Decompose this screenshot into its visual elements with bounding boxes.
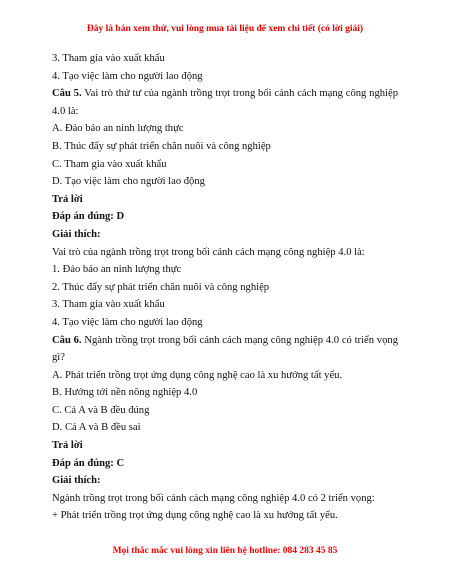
text-line xyxy=(52,138,398,156)
question-text xyxy=(52,85,398,120)
text-line xyxy=(52,68,398,86)
text-line xyxy=(52,314,398,332)
text-line xyxy=(52,402,398,420)
line-text: Ngành trồng trọt trong bối cảnh cách mạng công nghiệp 4.0 có triển vọng gì? xyxy=(52,334,398,364)
line-text: B. Hướng tới nền nông nghiệp 4.0 xyxy=(52,387,198,399)
section-heading xyxy=(52,208,398,226)
line-text: C. Tham gia vào xuất khẩu xyxy=(52,158,167,170)
text-line xyxy=(52,367,398,385)
text-line xyxy=(52,384,398,402)
line-text: Vai trò thứ tư của ngành trồng trọt trong bối cảnh cách mạng công nghiệp 4.0 là: xyxy=(52,88,398,117)
line-text: A. Đảo bảo an ninh lượng thực xyxy=(52,123,184,135)
section-heading xyxy=(52,191,398,209)
text-line xyxy=(52,156,398,174)
line-text: 1. Đảo bảo an ninh lượng thực xyxy=(52,264,182,276)
text-line xyxy=(52,244,398,262)
preview-notice-banner xyxy=(0,24,450,34)
line-text: 3. Tham gia vào xuất khẩu xyxy=(52,299,165,311)
question-text xyxy=(52,332,398,367)
line-text: Trả lời xyxy=(52,193,83,205)
line-text: Vai trò của ngành trồng trọt trong bối cảnh cách mạng công nghiệp 4.0 là: xyxy=(52,246,365,258)
text-line xyxy=(52,279,398,297)
question-label: Câu 5. xyxy=(52,88,82,100)
line-text: C. Cả A và B đều đúng xyxy=(52,404,150,416)
line-text: A. Phát triển trồng trọt ứng dụng công nghệ cao là xu hướng tất yếu. xyxy=(52,369,343,381)
text-line xyxy=(52,296,398,314)
text-line xyxy=(52,261,398,279)
line-text: 3. Tham gia vào xuất khẩu xyxy=(52,53,165,64)
preview-notice-text: Đây là bản xem thử, vui lòng mua tài liệu để xem chi tiết (có lời giải) xyxy=(86,24,364,34)
section-heading xyxy=(52,437,398,455)
line-text: Giải thích: xyxy=(52,228,101,240)
text-line xyxy=(52,507,398,525)
line-text: Giải thích: xyxy=(52,475,101,487)
line-text: D. Cả A và B đều sai xyxy=(52,422,141,434)
section-heading xyxy=(52,472,398,490)
line-text: + Phát triển trồng trọt ứng dụng công nghệ cao là xu hướng tất yếu. xyxy=(52,510,338,522)
text-line xyxy=(52,490,398,508)
section-heading xyxy=(52,455,398,473)
hotline-text: Mọi thắc mắc vui lòng xin liên hệ hotline: 084 283 45 85 xyxy=(112,546,338,556)
line-text: 2. Thúc đẩy sự phát triển chăn nuôi và công nghiệp xyxy=(52,281,270,293)
text-line xyxy=(52,120,398,138)
question-label: Câu 6. xyxy=(52,334,82,346)
section-heading xyxy=(52,226,398,244)
line-text: Trả lời xyxy=(52,440,83,452)
text-line xyxy=(52,419,398,437)
text-line xyxy=(52,173,398,191)
line-text: Đáp án đúng: D xyxy=(52,211,125,223)
text-line xyxy=(52,50,398,68)
line-text: Ngành trồng trọt trong bối cảnh cách mạng công nghiệp 4.0 có 2 triển vọng: xyxy=(52,492,375,504)
line-text: D. Tạo việc làm cho người lao động xyxy=(52,176,205,188)
hotline-footer-banner xyxy=(0,546,450,556)
line-text: 4. Tạo việc làm cho người lao động xyxy=(52,70,203,82)
document-body xyxy=(52,50,398,525)
line-text: Đáp án đúng: C xyxy=(52,457,125,469)
line-text: 4. Tạo việc làm cho người lao động xyxy=(52,316,203,328)
line-text: B. Thúc đẩy sự phát triển chăn nuôi và công nghiệp xyxy=(52,140,271,152)
